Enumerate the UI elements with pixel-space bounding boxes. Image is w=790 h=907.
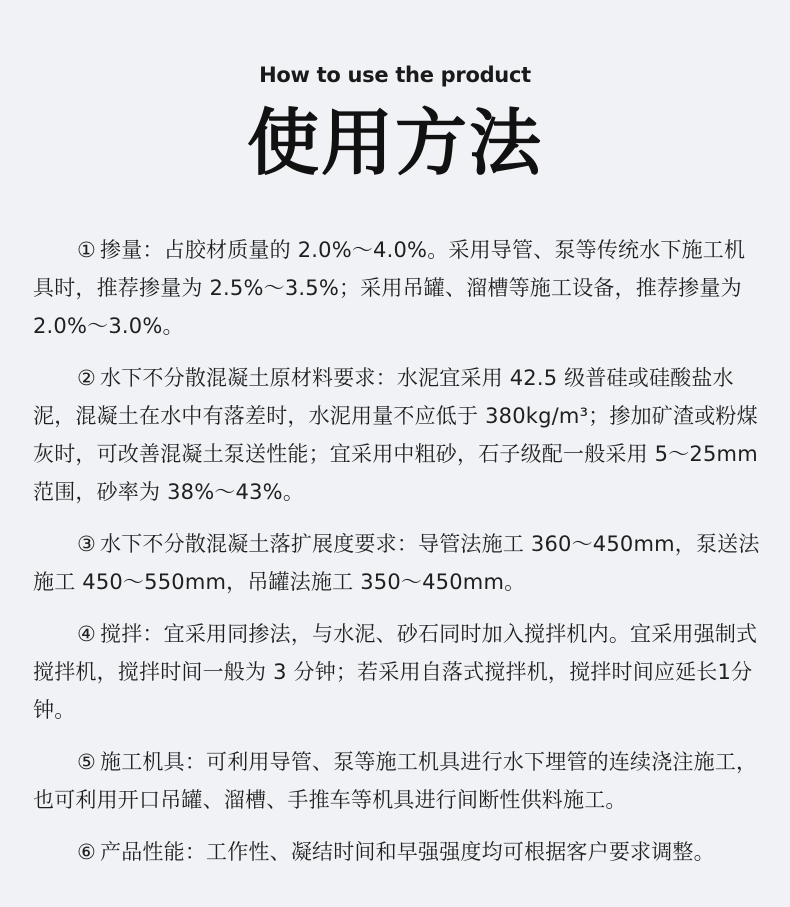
instructions-list [33,231,761,885]
paragraph-number: ⑤ [77,750,97,774]
paragraph-number: ① [77,238,97,262]
page-title: 使用方法 [246,101,543,185]
paragraph-number: ② [77,366,97,390]
paragraph-text: 产品性能：工作性、凝结时间和早强强度均可根据客户要求调整。 [100,840,715,864]
paragraph-text: 搅拌：宜采用同掺法，与水泥、砂石同时加入搅拌机内。宜采用强制式搅拌机，搅拌时间一般为 3 分钟；若采用自落式搅拌机，搅拌时间应延长1分钟。 [33,622,758,722]
paragraph-number: ④ [77,622,97,646]
instruction-paragraph-6 [33,833,761,871]
paragraph-number: ⑥ [77,840,97,864]
instruction-paragraph-2 [33,359,761,511]
instruction-paragraph-5 [33,743,761,819]
paragraph-text: 水下不分散混凝土原材料要求：水泥宜采用 42.5 级普硅或硅酸盐水泥，混凝土在水中有落差时，水泥用量不应低于 380kg/m³；掺加矿渣或粉煤灰时，可改善混凝土泵送性能；宜采用中粗砂，石子级配一般采用 5～25mm 范围，砂率为 38%～43%。 [33,366,758,504]
paragraph-text: 掺量：占胶材质量的 2.0%～4.0%。采用导管、泵等传统水下施工机具时，推荐掺量为 2.5%～3.5%；采用吊罐、溜槽等施工设备，推荐掺量为 2.0%～3.0%。 [33,238,746,338]
paragraph-number: ③ [77,532,97,556]
instruction-paragraph-3 [33,525,761,601]
paragraph-text: 水下不分散混凝土落扩展度要求：导管法施工 360～450mm，泵送法施工 450～550mm，吊罐法施工 350～450mm。 [33,532,760,594]
paragraph-text: 施工机具：可利用导管、泵等施工机具进行水下埋管的连续浇注施工，也可利用开口吊罐、溜槽、手推车等机具进行间断性供料施工。 [33,750,758,812]
instruction-paragraph-4 [33,615,761,729]
page-subtitle: How to use the product [259,63,531,87]
instruction-paragraph-1 [33,231,761,345]
